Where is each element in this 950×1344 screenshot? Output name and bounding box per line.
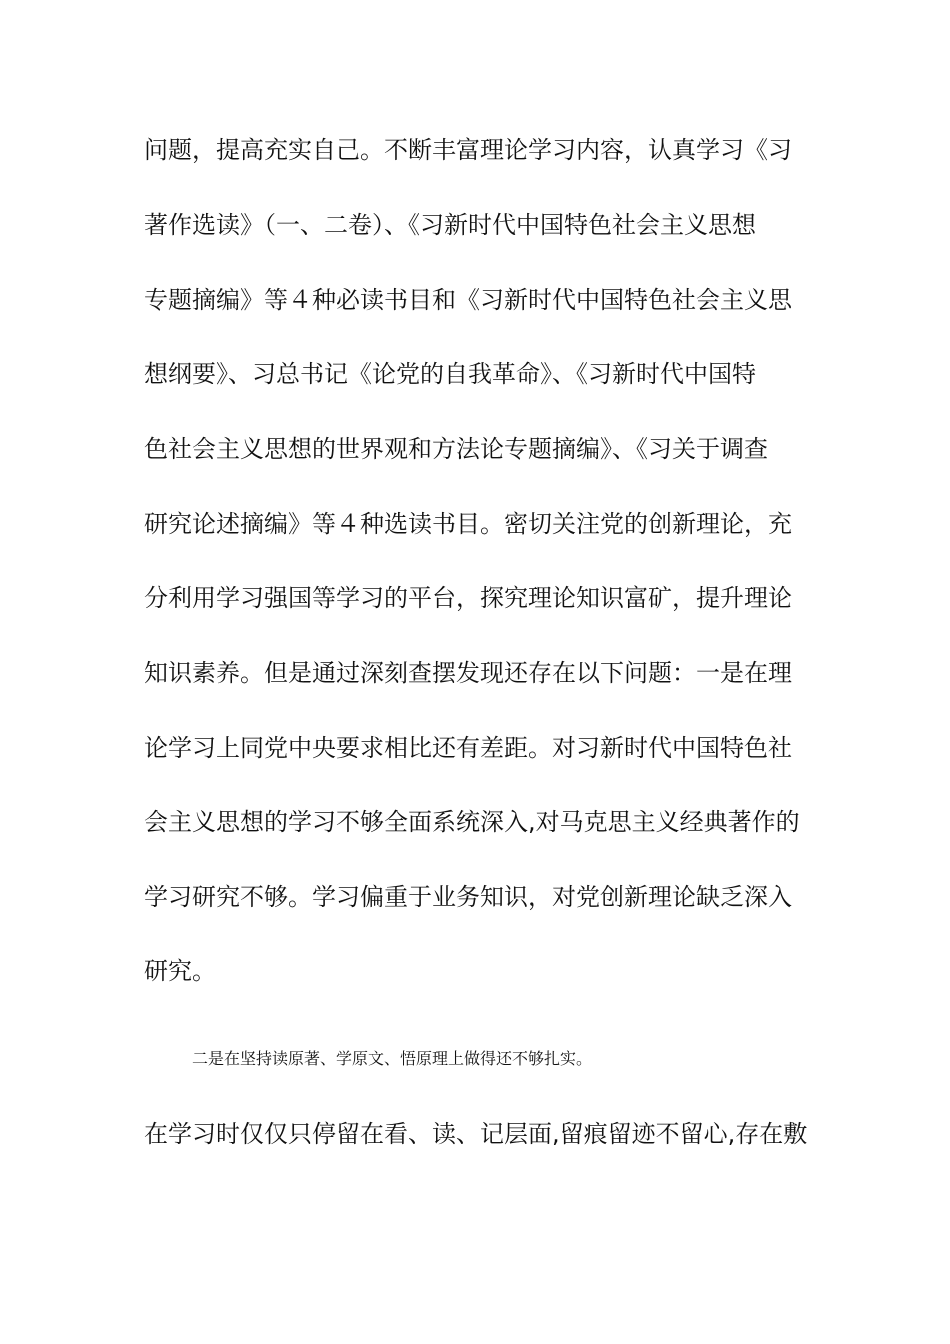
text-line: 著作选读》（一、二卷）、《习新时代中国特色社会主义思想 (144, 211, 756, 239)
text-line: 分利用学习强国等学习的平台，探究理论知识富矿，提升理论 (144, 584, 792, 612)
text-line: 专题摘编》等４种必读书目和《习新时代中国特色社会主义思 (144, 286, 792, 314)
text-line: 色社会主义思想的世界观和方法论专题摘编》、《习关于调查 (144, 435, 768, 463)
text-line: 想纲要》、习总书记《论党的自我革命》、《习新时代中国特 (144, 360, 756, 388)
text-line: 问题，提高充实自己。不断丰富理论学习内容，认真学习《习 (144, 136, 792, 164)
text-line: 论学习上同党中央要求相比还有差距。对习新时代中国特色社 (144, 734, 792, 762)
text-line: 在学习时仅仅只停留在看、读、记层面,留痕留迹不留心,存在敷 (144, 1120, 808, 1148)
text-line-indented: 二是在坚持读原著、学原文、悟原理上做得还不够扎实。 (192, 1049, 593, 1068)
text-line: 学习研究不够。学习偏重于业务知识，对党创新理论缺乏深入 (144, 883, 792, 911)
text-line: 研究。 (144, 957, 216, 985)
text-line: 研究论述摘编》等４种选读书目。密切关注党的创新理论，充 (144, 510, 792, 538)
text-line: 知识素养。但是通过深刻查摆发现还存在以下问题：一是在理 (144, 659, 792, 687)
text-line: 会主义思想的学习不够全面系统深入,对马克思主义经典著作的 (144, 808, 800, 836)
